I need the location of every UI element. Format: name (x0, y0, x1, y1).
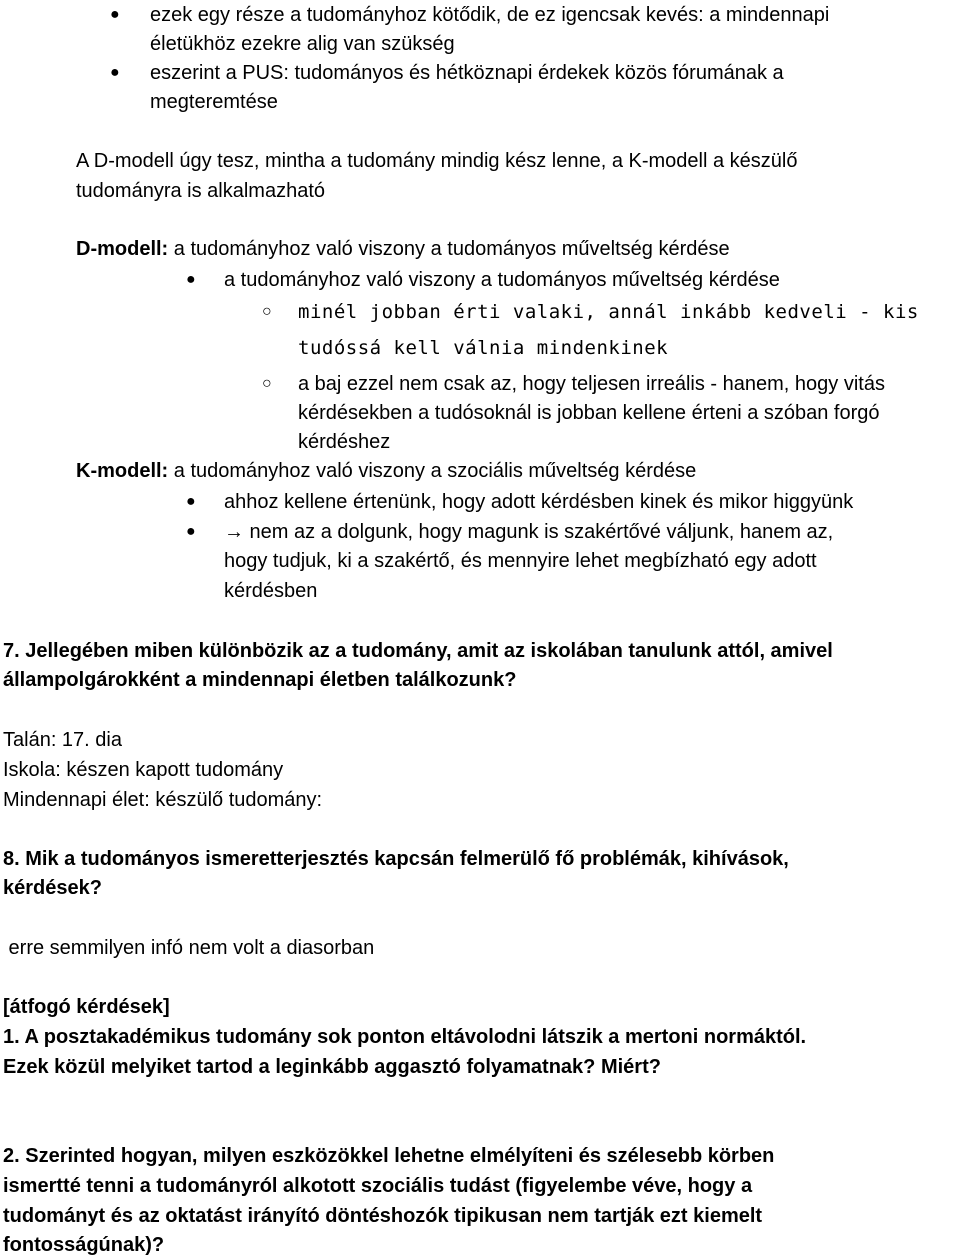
question-2-cont: tudományt és az oktatást irányító döntéshozók tipikusan nem tartják ezt kiemelt (3, 1205, 763, 1227)
question-7: 7. Jellegében miben különbözik az a tudomány, amit az iskolában tanulunk attól, amivel (3, 640, 833, 662)
sub-bullet-marker: ○ (262, 375, 272, 392)
handwritten-note: minél jobban érti valaki, annál inkább kedveli - kis (298, 301, 919, 323)
question-1-cont: Ezek közül melyiket tartod a leginkább aggasztó folyamatnak? Miért? (3, 1056, 661, 1078)
dmodell-heading (76, 234, 730, 264)
bullet-marker: ● (186, 493, 196, 510)
bullet-text: ezek egy része a tudományhoz kötődik, de ez igencsak kevés: a mindennapi (150, 4, 830, 26)
question-8-cont: kérdések? (3, 877, 102, 899)
paragraph: A D-modell úgy tesz, mintha a tudomány mindig kész lenne, a K-modell a készülő (76, 150, 798, 172)
question-2-cont: ismertté tenni a tudományról alkotott szociális tudást (figyelembe véve, hogy a (3, 1175, 753, 1197)
sub-bullet-text-cont: kérdésekben a tudósoknál is jobban kellene érteni a szóban forgó (298, 402, 880, 424)
question-8: 8. Mik a tudományos ismeretterjesztés kapcsán felmerülő fő problémák, kihívások, (3, 848, 789, 870)
question-1: 1. A posztakadémikus tudomány sok ponton eltávolodni látszik a mertoni normáktól. (3, 1026, 807, 1048)
question-7-cont: állampolgárokként a mindennapi életben találkozunk? (3, 669, 517, 691)
sub-bullet-marker: ○ (262, 303, 272, 320)
kmodell-bullet: → nem az a dolgunk, hogy magunk is szakértővé váljunk, hanem az, (224, 521, 834, 543)
answer-line: Mindennapi élet: készülő tudomány: (3, 789, 323, 811)
dmodell-label: D-modell: (76, 238, 169, 260)
dmodell-heading-text: a tudományhoz való viszony a tudományos műveltség kérdése (168, 238, 730, 260)
sub-bullet-text: a baj ezzel nem csak az, hogy teljesen irreális - hanem, hogy vitás (298, 373, 885, 395)
handwritten-note-cont: tudóssá kell válnia mindenkinek (298, 337, 669, 359)
dmodell-bullet: a tudományhoz való viszony a tudományos műveltség kérdése (224, 269, 780, 291)
kmodell-bullet-cont: hogy tudjuk, ki a szakértő, és mennyire lehet megbízható egy adott (224, 550, 817, 572)
bullet-marker: ● (110, 6, 120, 23)
kmodell-label: K-modell: (76, 460, 169, 482)
paragraph-cont: tudományra is alkalmazható (76, 180, 326, 202)
bullet-marker: ● (186, 523, 196, 540)
kmodell-heading-text: a tudományhoz való viszony a szociális műveltség kérdése (168, 460, 697, 482)
question-2: 2. Szerinted hogyan, milyen eszközökkel lehetne elmélyíteni és szélesebb körben (3, 1145, 775, 1167)
answer-line: Iskola: készen kapott tudomány (3, 759, 284, 781)
bullet-text-cont: életükhöz ezekre alig van szükség (150, 33, 455, 55)
bullet-text: eszerint a PUS: tudományos és hétköznapi érdekek közös fórumának a (150, 62, 784, 84)
answer-8: erre semmilyen infó nem volt a diasorban (3, 937, 375, 959)
answer-line: Talán: 17. dia (3, 729, 122, 751)
kmodell-bullet-cont: kérdésben (224, 580, 318, 602)
question-2-cont: fontosságúnak)? (3, 1234, 165, 1256)
bullet-marker: ● (186, 271, 196, 288)
bullet-marker: ● (110, 64, 120, 81)
kmodell-bullet: ahhoz kellene értenünk, hogy adott kérdésben kinek és mikor higgyünk (224, 491, 854, 513)
bullet-text-cont: megteremtése (150, 91, 278, 113)
sub-bullet-text-cont: kérdéshez (298, 431, 391, 453)
section-heading: [átfogó kérdések] (3, 996, 170, 1018)
kmodell-heading (76, 456, 696, 486)
